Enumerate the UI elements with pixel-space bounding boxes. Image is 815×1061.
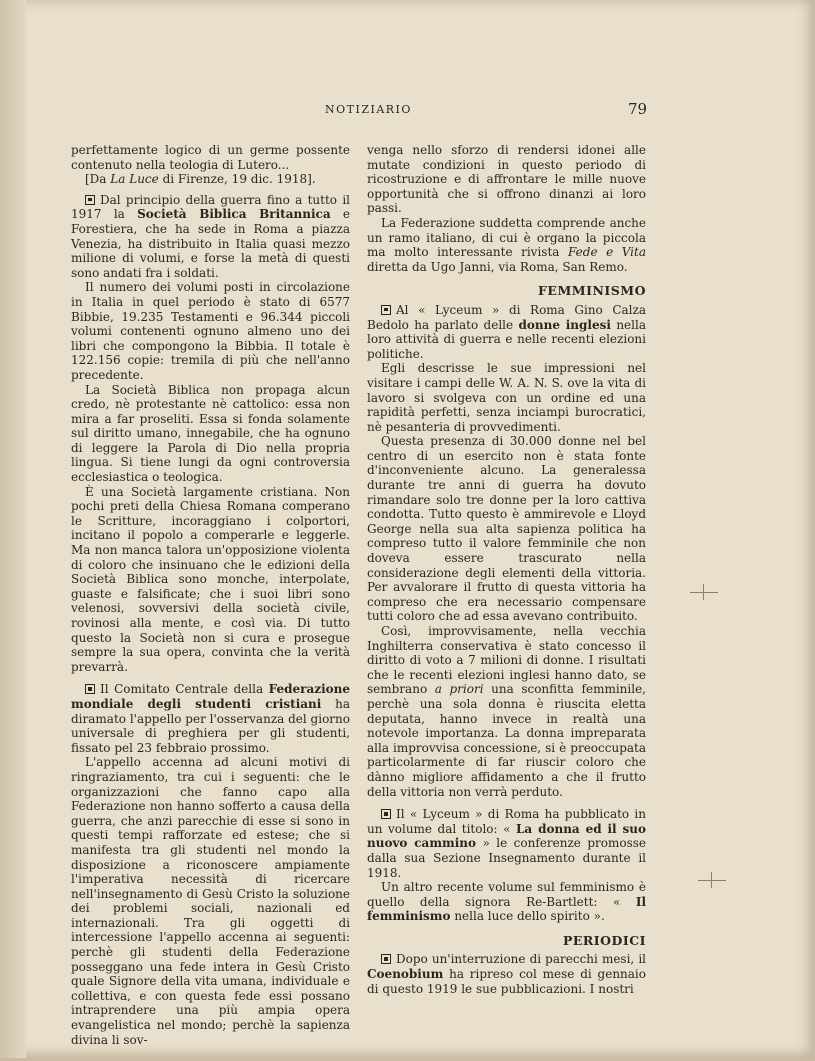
news-item-bible-society: Dal principio della guerra fino a tutto il 1917 la Società Biblica Britannica e Forestiera, che ha sede in Roma a piazza Venezia, ha distribuito in Italia quasi mezzo milione di volumi, e forse la metà di questi sono andati fra i soldati. — [71, 192, 350, 280]
page-number: 79 — [628, 100, 648, 118]
page-gutter — [0, 0, 26, 1058]
section-bullet-icon — [381, 305, 391, 315]
source-citation: [Da La Luce di Firenze, 19 dic. 1918]. — [85, 172, 316, 187]
paragraph: L'appello accenna ad alcuni motivi di ringraziamento, tra cui i seguenti: che le organizzazioni che fanno capo alla Federazione non hanno sofferto a causa della guerra, che anzi parecchie di esse si sono in questi tempi rafforzate ed estese; che si manifesta tra gli studenti nel mondo la disposizione a riconoscere ampiamente l'imperativa necessità di ricercare nell'insegnamento di Gesù Cristo la soluzione dei problemi sociali, nazionali ed internazionali. Tra gli oggetti di intercessione l'appello accenna ai seguenti: perchè gli studenti della Federazione posseggano una fede intera in Gesù Cristo quale Signore della vita umana, individuale e collettiva, e con questa fede essi possano intraprendere una più ampia opera evangelistica nel mondo; perchè la sapienza divina li sov- — [71, 755, 350, 1047]
paragraph: Il numero dei volumi posti in circolazione in Italia in quel periodo è stato di 6577 Bibbie, 19.235 Testamenti e 96.344 piccoli volumi contenenti ognuno almeno uno dei libri che compongono la Bibbia. Il totale è 122.156 copie: tremila di più che nell'anno precedente. — [71, 280, 350, 382]
news-item-coenobium: Dopo un'interruzione di parecchi mesi, il Coenobium ha ripreso col mese di gennaio di questo 1919 le sue pubblicazioni. I nostri — [367, 952, 646, 996]
paragraph: Questa presenza di 30.000 donne nel bel centro di un esercito non è stata fonte d'inconveniente alcuno. La generalessa durante tre anni di guerra ha dovuto rimandare solo tre donne per la loro cattiva condotta. Tutto questo è ammirevole e Lloyd George nella sua alta sapienza politica ha compreso tutto il valore femminile che non doveva essere trascurato nella considerazione degli elementi della vittoria. Per avvalorare il frutto di questa vittoria ha compreso che era necessario compensare tutti coloro che ad essa avevano contribuito. — [367, 434, 646, 624]
news-item-lyceum-talk: Al « Lyceum » di Roma Gino Calza Bedolo ha parlato delle donne inglesi nella loro attività di guerra e nelle recenti elezioni politiche. — [367, 302, 646, 361]
paragraph: È una Società largamente cristiana. Non pochi preti della Chiesa Romana comperano le Scritture, incoraggiano i colportori, incitano il popolo a comperarle e leggerle. Ma non manca talora un'opposizione violenta di coloro che insinuano che le edizioni della Società Biblica sono monche, interpolate, guaste e falsificate; che i suoi libri sono velenosi, sovversivi della società civile, rovinosi alla mente, e così via. Di tutto questo la Società non si cura e prosegue sempre la sua opera, convinta che la verità prevarrà. — [71, 484, 350, 674]
section-bullet-icon — [85, 684, 95, 694]
paragraph: Egli descrisse le sue impressioni nel visitare i campi delle W. A. N. S. ove la vita di lavoro si svolgeva con un ordine ed una rapidità perfetti, senza inciampi burocratici, nè pesanteria di provvedimenti. — [367, 361, 646, 434]
paragraph: perfettamente logico di un germe possente contenuto nella teologia di Lutero... — [71, 143, 350, 172]
section-bullet-icon — [381, 809, 391, 819]
paragraph: Un altro recente volume sul femminismo è quello della signora Re-Bartlett: « Il femminismo nella luce dello spirito ». — [367, 880, 646, 924]
running-head: NOTIZIARIO — [325, 103, 412, 116]
left-column — [71, 143, 350, 1047]
paragraph: La Federazione suddetta comprende anche un ramo italiano, di cui è organo la piccola ma molto interessante rivista Fede e Vita diretta da Ugo Janni, via Roma, San Remo. — [367, 215, 646, 274]
news-item-student-federation: Il Comitato Centrale della Federazione mondiale degli studenti cristiani ha diramato l'appello per l'osservanza del giorno universale di preghiera per gli studenti, fissato pel 23 febbraio prossimo. — [71, 682, 351, 755]
paragraph: venga nello sforzo di rendersi idonei alle mutate condizioni in questo periodo di ricostruzione e di affrontare le mille nuove opportunità che si offrono dinanzi ai loro passi. — [367, 143, 646, 216]
margin-crop-mark — [698, 880, 726, 881]
section-heading-femminismo: FEMMINISMO — [538, 283, 646, 299]
section-bullet-icon — [85, 195, 95, 205]
right-column — [367, 143, 646, 996]
paragraph: Così, improvvisamente, nella vecchia Inghilterra conservativa è stato concesso il diritto di voto a 7 milioni di donne. I risultati che le recenti elezioni inglesi hanno dato, se sembrano a priori una sconfitta femminile, perchè una sola donna è riuscita eletta deputata, hanno invece in realtà una notevole importanza. La donna impreparata alla improvvisa concessione, si è preoccupata particolarmente di far riuscir coloro che dànno migliore affidamento a che il frutto della vittoria non verrà perduto. — [367, 624, 646, 799]
section-heading-periodici: PERIODICI — [562, 932, 646, 948]
paragraph: La Società Biblica non propaga alcun credo, nè protestante nè cattolico: essa non mira a far proseliti. Essa si fonda solamente sul diritto umano, innegabile, che ha ognuno di leggere la Parola di Dio nella propria lingua. Si tiene lungi da ogni controversia ecclesiastica o teologica. — [71, 382, 350, 485]
news-item-lyceum-volume: Il « Lyceum » di Roma ha pubblicato in un volume dal titolo: « La donna ed il suo nuovo cammino » le conferenze promosse dalla sua Sezione Insegnamento durante il 1918. — [367, 807, 646, 880]
section-bullet-icon — [381, 954, 391, 964]
margin-crop-mark — [690, 592, 718, 593]
